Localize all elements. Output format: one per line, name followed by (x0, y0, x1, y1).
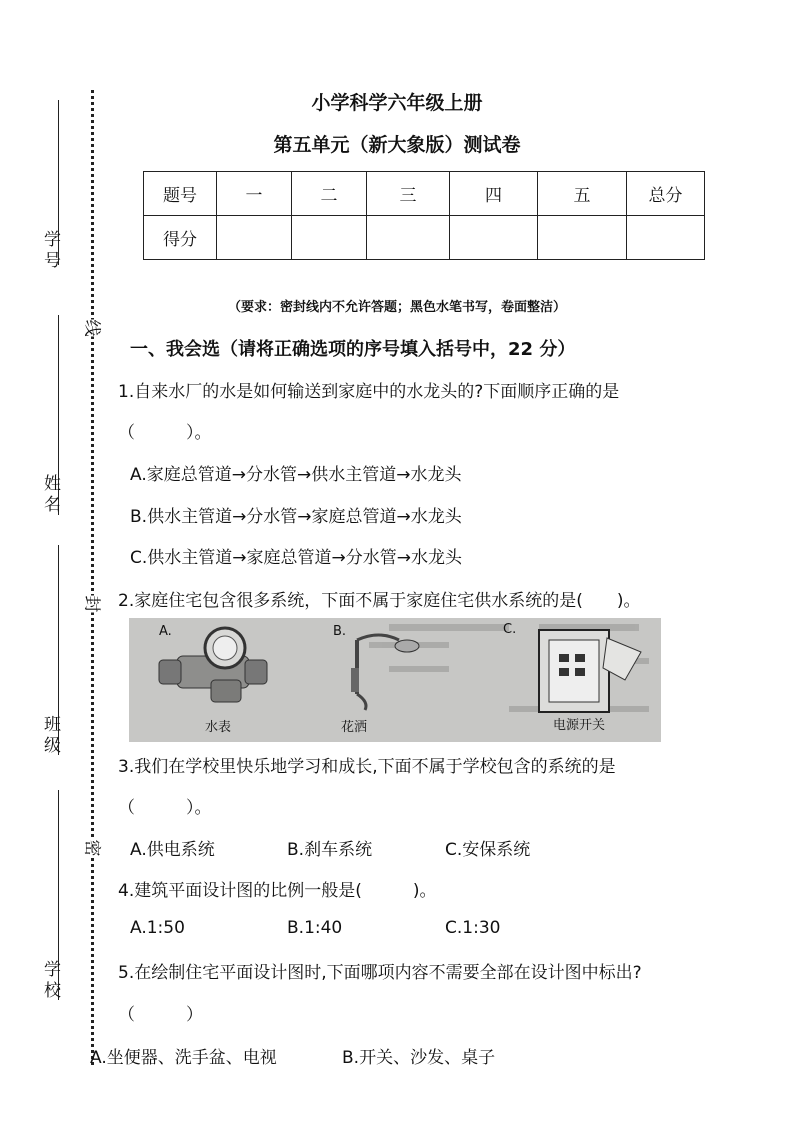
option-c-caption: 电源开关 (553, 718, 606, 733)
question-1-option-c: C.供水主管道→家庭总管道→分水管→水龙头 (130, 548, 463, 568)
power-switch-icon (539, 630, 641, 712)
seal-char-line: 线 (81, 319, 102, 337)
option-a-letter: A. (159, 624, 172, 639)
requirement-note: （要求：密封线内不允许答题；黑色水笔书写，卷面整洁） (227, 300, 566, 315)
question-4-stem: 4.建筑平面设计图的比例一般是( )。 (118, 881, 437, 901)
score-input-cell[interactable] (538, 216, 627, 260)
section-heading: 一、我会选（请将正确选项的序号填入括号中，22 分） (130, 339, 576, 360)
option-b-letter: B. (333, 624, 347, 639)
margin-label-school: 学校 (40, 960, 60, 1002)
option-c-letter: C. (503, 622, 517, 637)
question-1-blank: （ ）。 (118, 423, 212, 443)
question-3-option-a: A.供电系统 (130, 840, 215, 860)
table-cell: 得分 (144, 216, 217, 260)
question-5-option-b: B.开关、沙发、桌子 (342, 1048, 496, 1068)
table-cell: 四 (450, 172, 538, 216)
table-cell: 题号 (144, 172, 217, 216)
table-cell: 二 (292, 172, 367, 216)
option-a-caption: 水表 (205, 720, 232, 735)
question-2-stem: 2.家庭住宅包含很多系统，下面不属于家庭住宅供水系统的是( )。 (118, 591, 641, 611)
question-3-option-c: C.安保系统 (445, 840, 531, 860)
score-input-cell[interactable] (292, 216, 367, 260)
question-1-stem: 1.自来水厂的水是如何输送到家庭中的水龙头的?下面顺序正确的是 (118, 382, 620, 402)
page-subtitle: 第五单元（新大象版）测试卷 (273, 134, 521, 156)
table-cell: 一 (217, 172, 292, 216)
score-input-cell[interactable] (450, 216, 538, 260)
question-3-stem: 3.我们在学校里快乐地学习和成长,下面不属于学校包含的系统的是 (118, 757, 616, 777)
option-b-caption: 花洒 (341, 720, 368, 735)
seal-char-secret: 密 (81, 839, 102, 857)
question-1-option-a: A.家庭总管道→分水管→供水主管道→水龙头 (130, 465, 462, 485)
question-3-blank: （ ）。 (118, 798, 212, 818)
question-1-option-b: B.供水主管道→分水管→家庭总管道→水龙头 (130, 507, 462, 527)
margin-label-class: 班级 (40, 715, 60, 757)
water-meter-icon (159, 628, 267, 702)
seal-dotted-line (91, 90, 94, 1065)
question-5-stem: 5.在绘制住宅平面设计图时,下面哪项内容不需要全部在设计图中标出? (118, 963, 642, 983)
margin-label-student-id: 学号 (40, 230, 60, 272)
table-cell: 五 (538, 172, 627, 216)
question-4-option-c: C.1:30 (445, 918, 501, 938)
score-table-header-row (144, 172, 705, 216)
question-3-option-b: B.刹车系统 (287, 840, 373, 860)
question-2-photo (129, 618, 661, 742)
score-input-cell[interactable] (627, 216, 705, 260)
score-table-score-row (144, 216, 705, 260)
score-input-cell[interactable] (217, 216, 292, 260)
question-4-option-b: B.1:40 (287, 918, 343, 938)
question-5-blank: （ ） (118, 1005, 203, 1025)
page-title: 小学科学六年级上册 (311, 92, 483, 114)
table-cell: 三 (367, 172, 450, 216)
score-table (143, 171, 705, 260)
question-5-option-a: A.坐便器、洗手盆、电视 (90, 1048, 277, 1068)
question-4-option-a: A.1:50 (130, 918, 185, 938)
table-cell: 总分 (627, 172, 705, 216)
seal-char-seal: 封 (81, 595, 102, 613)
margin-label-name: 姓名 (40, 474, 60, 516)
score-input-cell[interactable] (367, 216, 450, 260)
